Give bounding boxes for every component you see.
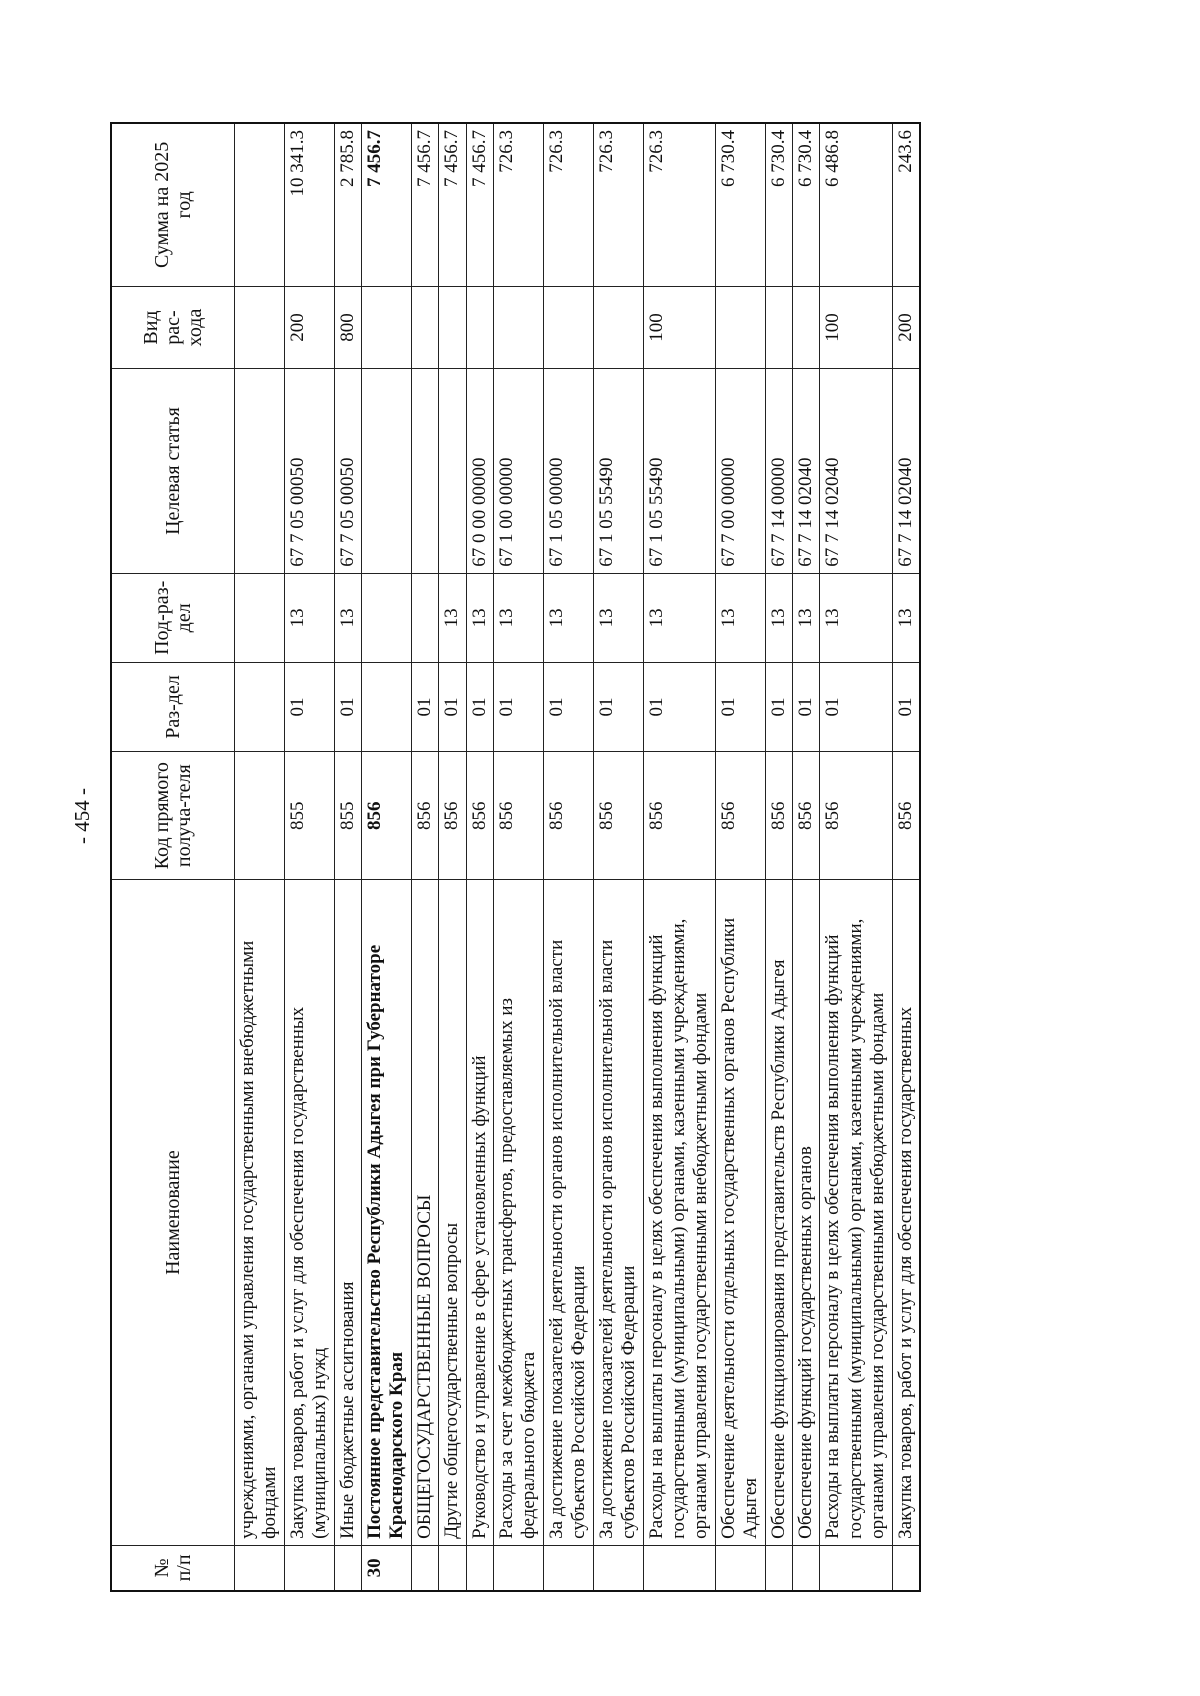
cell-razdel: 01 (715, 662, 765, 751)
cell-razdel (362, 662, 412, 751)
cell-podrazdel: 13 (643, 573, 715, 662)
header-target: Целевая статья (111, 369, 235, 573)
cell-recipient: 856 (792, 752, 819, 880)
header-sum: Сумма на 2025 год (111, 123, 235, 286)
cell-podrazdel (235, 573, 285, 662)
cell-razdel: 01 (643, 662, 715, 751)
cell-sum: 6 730.4 (792, 123, 819, 286)
table-row (593, 123, 643, 1591)
cell-recipient: 856 (820, 752, 892, 880)
cell-podrazdel: 13 (765, 573, 792, 662)
cell-name: Обеспечение функций государственных органов (792, 880, 819, 1545)
cell-num (494, 1545, 544, 1591)
cell-num (820, 1545, 892, 1591)
cell-sum: 6 730.4 (715, 123, 765, 286)
cell-podrazdel: 13 (334, 573, 361, 662)
cell-recipient: 855 (334, 752, 361, 880)
cell-target: 67 0 00 00000 (466, 369, 493, 573)
cell-num (543, 1545, 593, 1591)
cell-sum (235, 123, 285, 286)
table-row (543, 123, 593, 1591)
cell-razdel: 01 (494, 662, 544, 751)
cell-target (362, 369, 412, 573)
header-vid: Вид рас-хода (111, 286, 235, 369)
cell-podrazdel: 13 (792, 573, 819, 662)
cell-razdel: 01 (543, 662, 593, 751)
cell-target: 67 1 00 00000 (494, 369, 544, 573)
cell-vid (715, 286, 765, 369)
cell-num (439, 1545, 466, 1591)
cell-name: Обеспечение деятельности отдельных государственных органов Республики Адыгея (715, 880, 765, 1545)
cell-recipient: 856 (494, 752, 544, 880)
header-podrazdel: Под-раз-дел (111, 573, 235, 662)
header-recipient: Код прямого получа-теля (111, 752, 235, 880)
cell-recipient: 856 (439, 752, 466, 880)
cell-name: Расходы на выплаты персоналу в целях обеспечения выполнения функций государственными (муниципальными) органами, казенными учреждениями, органами управления государственными внебюджетными фондами (643, 880, 715, 1545)
cell-target: 67 7 14 02040 (792, 369, 819, 573)
cell-recipient (235, 752, 285, 880)
cell-target: 67 7 14 02040 (820, 369, 892, 573)
table-row (892, 123, 920, 1591)
cell-num (643, 1545, 715, 1591)
cell-recipient: 856 (715, 752, 765, 880)
cell-sum: 726.3 (543, 123, 593, 286)
cell-name: Руководство и управление в сфере установленных функций (466, 880, 493, 1545)
cell-vid (466, 286, 493, 369)
cell-num (235, 1545, 285, 1591)
cell-recipient: 855 (284, 752, 334, 880)
cell-target: 67 1 05 55490 (593, 369, 643, 573)
cell-vid (235, 286, 285, 369)
cell-razdel: 01 (765, 662, 792, 751)
cell-podrazdel: 13 (715, 573, 765, 662)
cell-recipient: 856 (466, 752, 493, 880)
cell-name: За достижение показателей деятельности органов исполнительной власти субъектов Российской Федерации (543, 880, 593, 1545)
cell-sum: 726.3 (494, 123, 544, 286)
table-row (643, 123, 715, 1591)
cell-razdel: 01 (284, 662, 334, 751)
cell-target: 67 1 05 55490 (643, 369, 715, 573)
cell-razdel: 01 (411, 662, 438, 751)
header-name: Наименование (111, 880, 235, 1545)
cell-podrazdel: 13 (593, 573, 643, 662)
cell-name: учреждениями, органами управления государственными внебюджетными фондами (235, 880, 285, 1545)
cell-vid (494, 286, 544, 369)
cell-podrazdel: 13 (439, 573, 466, 662)
cell-num (466, 1545, 493, 1591)
cell-vid (411, 286, 438, 369)
table-row (466, 123, 493, 1591)
cell-sum: 243.6 (892, 123, 920, 286)
cell-num (284, 1545, 334, 1591)
cell-razdel: 01 (334, 662, 361, 751)
cell-sum: 6 730.4 (765, 123, 792, 286)
cell-razdel (235, 662, 285, 751)
table-body (235, 123, 920, 1591)
table-row (820, 123, 892, 1591)
cell-podrazdel: 13 (284, 573, 334, 662)
table-row (411, 123, 438, 1591)
cell-name: Расходы на выплаты персоналу в целях обеспечения выполнения функций государственными (муниципальными) органами, казенными учреждениями, органами управления государственными внебюджетными фондами (820, 880, 892, 1545)
cell-recipient: 856 (892, 752, 920, 880)
table-row (792, 123, 819, 1591)
table-row (765, 123, 792, 1591)
cell-vid: 100 (643, 286, 715, 369)
table-row (715, 123, 765, 1591)
header-num: № п/п (111, 1545, 235, 1591)
cell-vid (439, 286, 466, 369)
cell-vid: 100 (820, 286, 892, 369)
cell-razdel: 01 (439, 662, 466, 751)
cell-name: Другие общегосударственные вопросы (439, 880, 466, 1545)
cell-podrazdel: 13 (466, 573, 493, 662)
table-row (334, 123, 361, 1591)
cell-podrazdel: 13 (892, 573, 920, 662)
cell-sum: 7 456.7 (411, 123, 438, 286)
header-razdel: Раз-дел (111, 662, 235, 751)
cell-target: 67 7 14 02040 (892, 369, 920, 573)
cell-name: ОБЩЕГОСУДАРСТВЕННЫЕ ВОПРОСЫ (411, 880, 438, 1545)
cell-num (715, 1545, 765, 1591)
cell-num (593, 1545, 643, 1591)
cell-target (439, 369, 466, 573)
cell-recipient: 856 (362, 752, 412, 880)
cell-name: Закупка товаров, работ и услуг для обеспечения государственных (муниципальных) нужд (284, 880, 334, 1545)
cell-target (235, 369, 285, 573)
table-row (439, 123, 466, 1591)
table-row (284, 123, 334, 1591)
cell-sum: 7 456.7 (439, 123, 466, 286)
cell-num (792, 1545, 819, 1591)
cell-recipient: 856 (593, 752, 643, 880)
cell-num (334, 1545, 361, 1591)
cell-num (892, 1545, 920, 1591)
cell-razdel: 01 (892, 662, 920, 751)
table-header-row (111, 123, 235, 1591)
cell-vid: 200 (892, 286, 920, 369)
cell-vid: 800 (334, 286, 361, 369)
cell-recipient: 856 (411, 752, 438, 880)
cell-target: 67 7 05 00050 (334, 369, 361, 573)
cell-name: Закупка товаров, работ и услуг для обеспечения государственных (892, 880, 920, 1545)
cell-target: 67 7 05 00050 (284, 369, 334, 573)
cell-sum: 726.3 (643, 123, 715, 286)
table-row (362, 123, 412, 1591)
cell-name: Обеспечение функционирования представительств Республики Адыгея (765, 880, 792, 1545)
cell-recipient: 856 (543, 752, 593, 880)
cell-sum: 6 486.8 (820, 123, 892, 286)
cell-target (411, 369, 438, 573)
cell-name: Расходы за счет межбюджетных трансфертов, предоставляемых из федерального бюджета (494, 880, 544, 1545)
cell-vid (593, 286, 643, 369)
cell-vid (362, 286, 412, 369)
cell-sum: 726.3 (593, 123, 643, 286)
cell-podrazdel (411, 573, 438, 662)
cell-razdel: 01 (820, 662, 892, 751)
cell-name: Постоянное представительство Республики Адыгея при Губернаторе Краснодарского Края (362, 880, 412, 1545)
cell-vid (765, 286, 792, 369)
cell-sum: 7 456.7 (466, 123, 493, 286)
table-row (235, 123, 285, 1591)
page-number: - 454 - (70, 788, 94, 844)
cell-num (411, 1545, 438, 1591)
cell-podrazdel: 13 (494, 573, 544, 662)
cell-recipient: 856 (765, 752, 792, 880)
budget-table (110, 122, 921, 1592)
cell-podrazdel: 13 (543, 573, 593, 662)
cell-name: За достижение показателей деятельности органов исполнительной власти субъектов Российской Федерации (593, 880, 643, 1545)
cell-sum: 2 785.8 (334, 123, 361, 286)
table-row (494, 123, 544, 1591)
cell-podrazdel: 13 (820, 573, 892, 662)
cell-sum: 10 341.3 (284, 123, 334, 286)
cell-razdel: 01 (466, 662, 493, 751)
cell-target: 67 7 14 00000 (765, 369, 792, 573)
cell-name: Иные бюджетные ассигнования (334, 880, 361, 1545)
cell-vid: 200 (284, 286, 334, 369)
cell-razdel: 01 (593, 662, 643, 751)
cell-target: 67 7 00 00000 (715, 369, 765, 573)
cell-sum: 7 456.7 (362, 123, 412, 286)
cell-recipient: 856 (643, 752, 715, 880)
cell-num (765, 1545, 792, 1591)
cell-target: 67 1 05 00000 (543, 369, 593, 573)
cell-num: 30 (362, 1545, 412, 1591)
cell-vid (792, 286, 819, 369)
cell-razdel: 01 (792, 662, 819, 751)
cell-podrazdel (362, 573, 412, 662)
cell-vid (543, 286, 593, 369)
